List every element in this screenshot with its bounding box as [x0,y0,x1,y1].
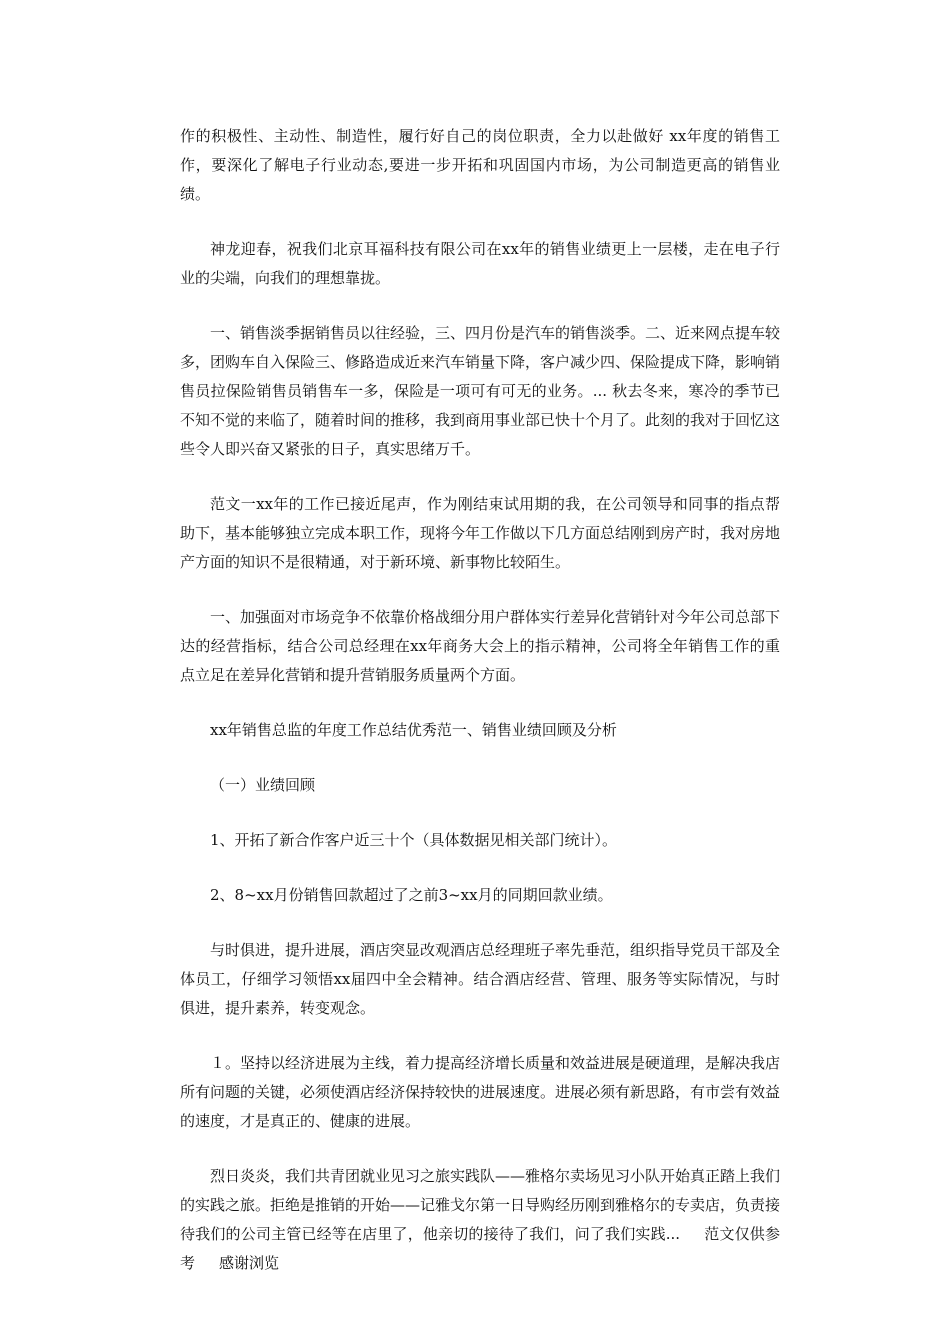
list-item-1: 1、开拓了新合作客户近三十个（具体数据见相关部门统计）。 [210,831,618,849]
paragraph-3: 一、销售淡季据销售员以往经验，三、四月份是汽车的销售淡季。二、近来网点提车较多，团购车自入保险三、修路造成近来汽车销量下降，客户减少四、保险提成下降，影响销售员拉保险销售员销售车一多，保险是一项可有可无的业务。... 秋去冬来，寒冷的季节已不知不觉的来临了，随着时间的推移，我到商用事业部已快十个月了。此刻的我对于回忆这些令人即兴奋又紧张的日子，真实思绪万千。 [180,324,781,458]
paragraph-4: 范文一xx年的工作已接近尾声，作为刚结束试用期的我，在公司领导和同事的指点帮助下，基本能够独立完成本职工作，现将今年工作做以下几方面总结刚到房产时，我对房地产方面的知识不是很精通，对于新环境、新事物比较陌生。 [180,495,781,571]
paragraph-8 [180,1162,780,1278]
footer-note: 范文仅供参考 [180,1225,780,1272]
paragraph-2: 神龙迎春，祝我们北京耳福科技有限公司在xx年的销售业绩更上一层楼，走在电子行业的尖端，向我们的理想靠拢。 [180,240,780,287]
document-page [180,122,780,1304]
paragraph-5: 一、加强面对市场竞争不依靠价格战细分用户群体实行差异化营销针对今年公司总部下达的经营指标，结合公司总经理在xx年商务大会上的指示精神，公司将全年销售工作的重点立足在差异化营销和提升营销服务质量两个方面。 [180,608,781,684]
paragraph-6: 与时俱进，提升进展，酒店突显改观酒店总经理班子率先垂范，组织指导党员干部及全体员工，仔细学习领悟xx届四中全会精神。结合酒店经营、管理、服务等实际情况，与时俱进，提升素养，转变观念。 [180,941,781,1017]
section-heading: xx年销售总监的年度工作总结优秀范一、销售业绩回顾及分析 [210,721,617,739]
list-item-2: 2、8~xx月份销售回款超过了之前3~xx月的同期回款业绩。 [210,886,613,904]
paragraph-1: 作的积极性、主动性、制造性，履行好自己的岗位职责，全力以赴做好 xx年度的销售工作，要深化了解电子行业动态,要进一步开拓和巩固国内市场，为公司制造更高的销售业绩。 [180,127,780,203]
footer-thanks: 感谢浏览 [219,1254,280,1272]
subsection-heading: （一）业绩回顾 [210,776,316,794]
paragraph-8-text: 烈日炎炎，我们共青团就业见习之旅实践队——雅格尔卖场见习小队开始真正踏上我们的实践之旅。拒绝是推销的开始——记雅戈尔第一日导购经历刚到雅格尔的专卖店，负责接待我们的公司主管已经等在店里了，他亲切的接待了我们，问了我们实践... [180,1167,781,1243]
paragraph-7: １。坚持以经济进展为主线，着力提高经济增长质量和效益进展是硬道理，是解决我店所有问题的关键，必须使酒店经济保持较快的进展速度。进展必须有新思路，有市尝有效益的速度，才是真正的、健康的进展。 [180,1054,781,1130]
